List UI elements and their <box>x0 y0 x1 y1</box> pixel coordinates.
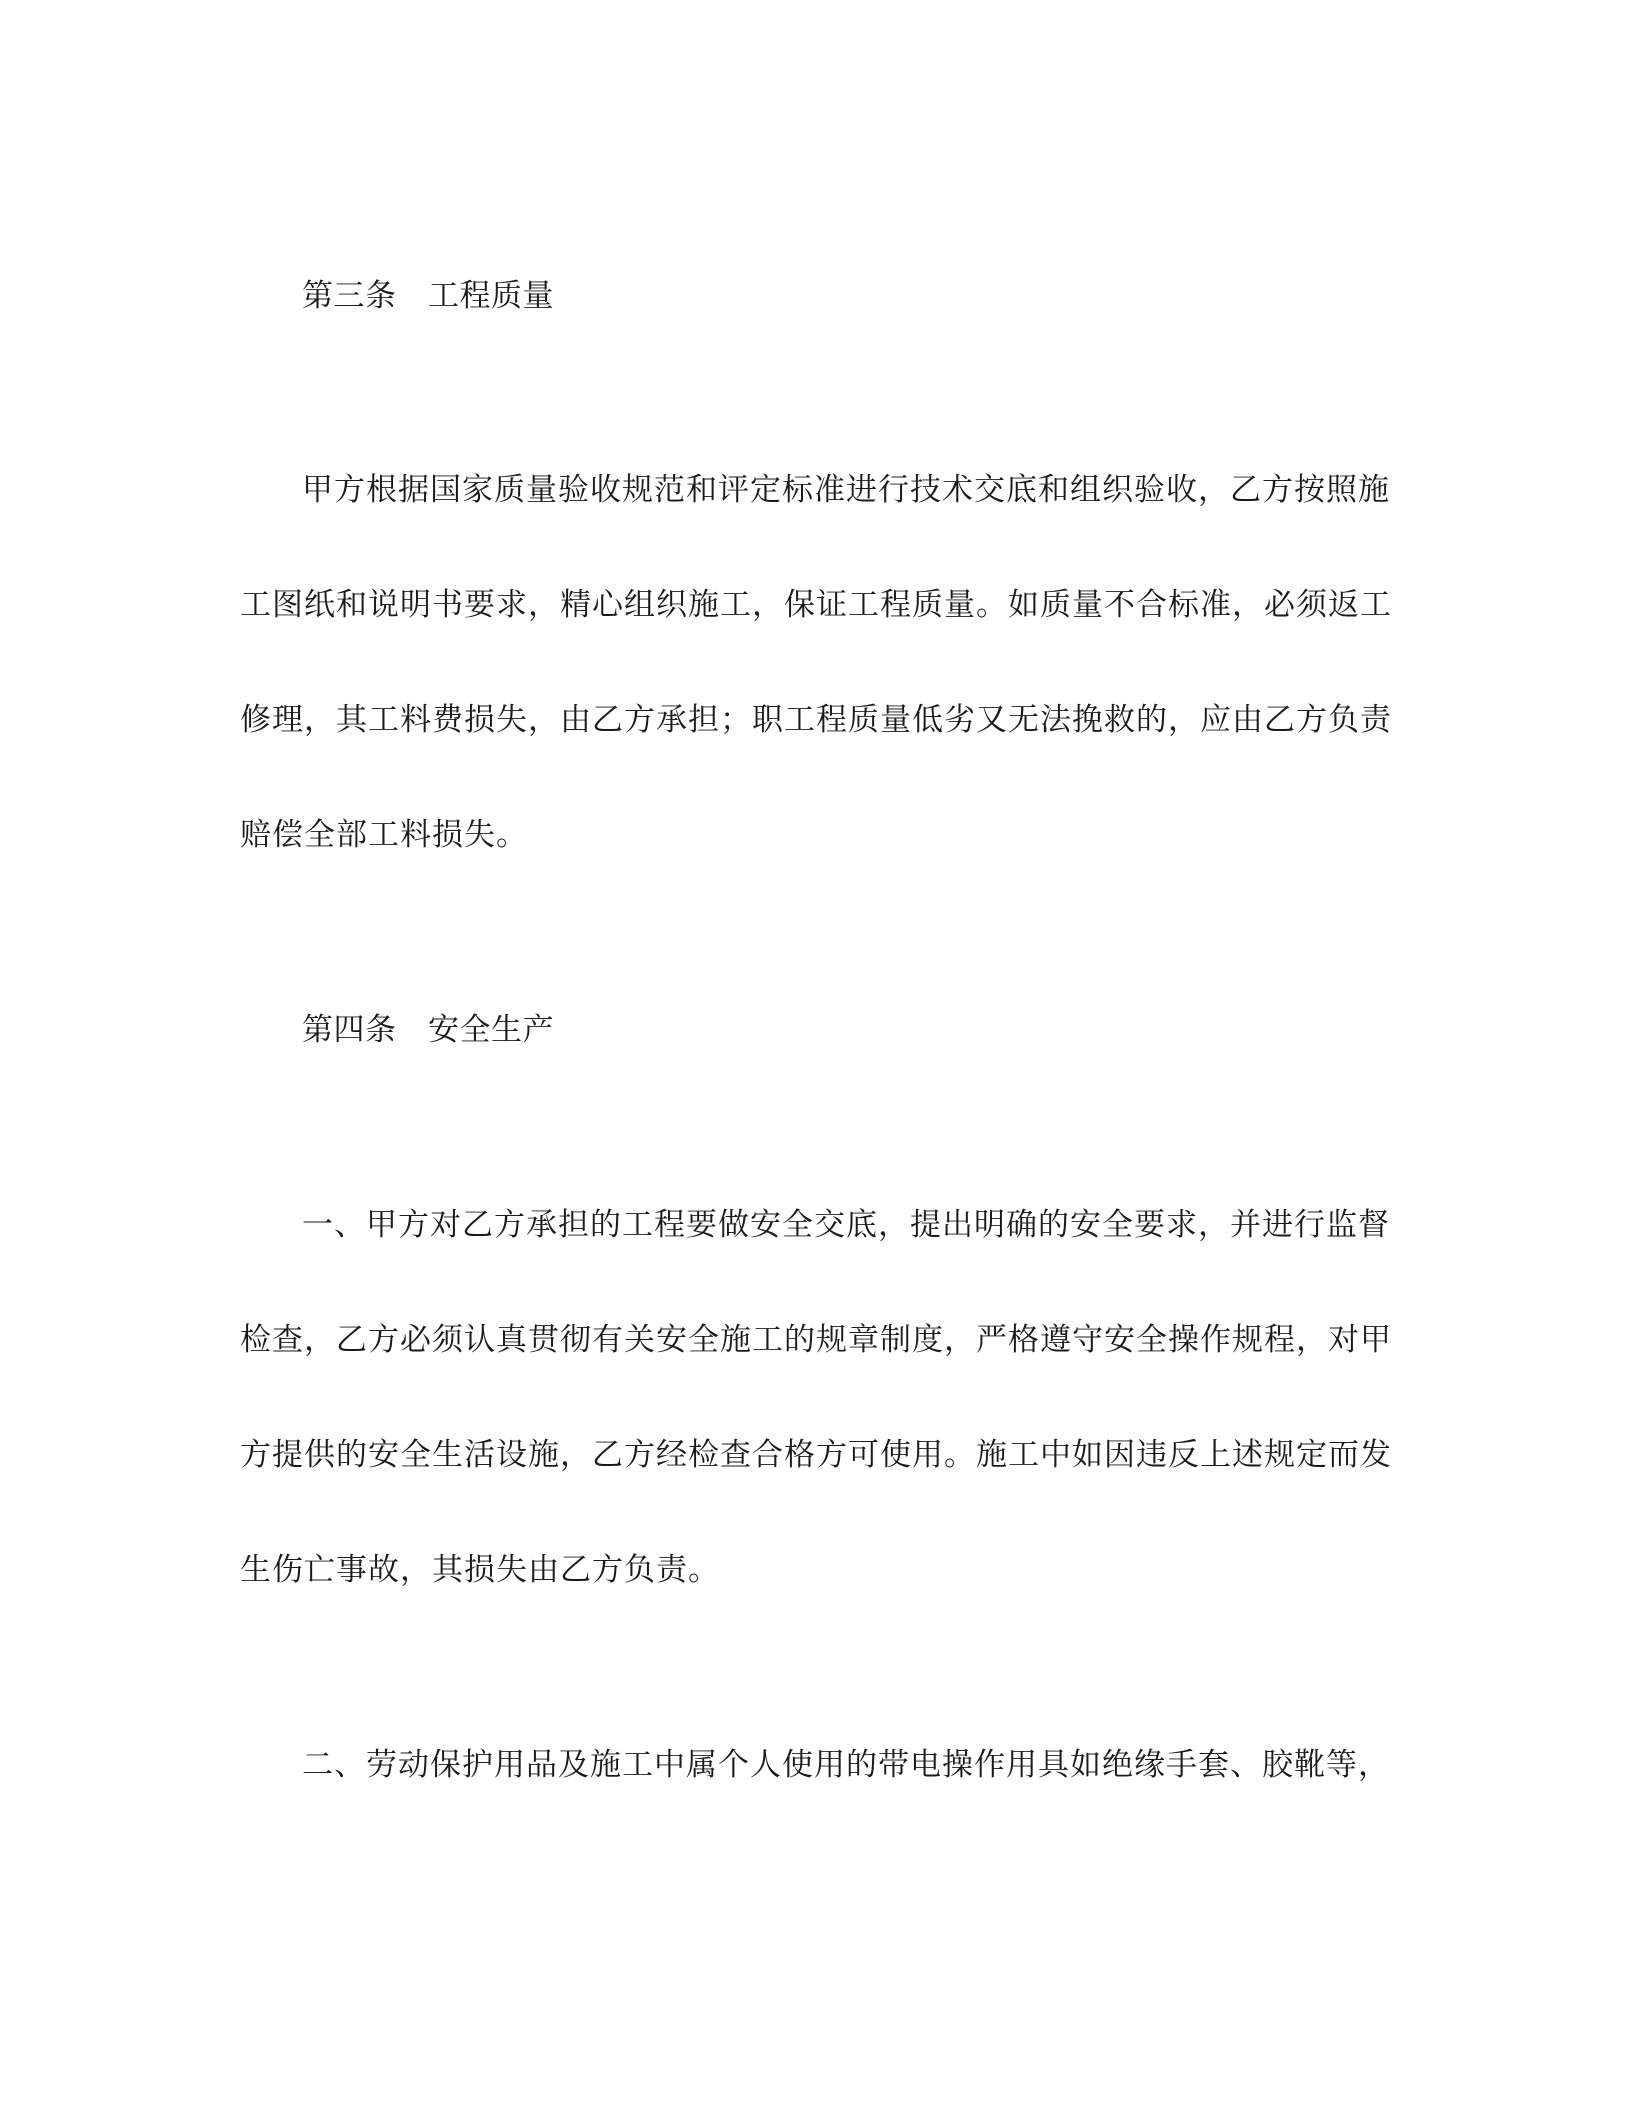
article-4-heading: 第四条 安全生产 <box>302 1012 554 1048</box>
article-4-item-1-line-2: 检查，乙方必须认真贯彻有关安全施工的规章制度，严格遵守安全操作规程，对甲 <box>240 1322 1392 1358</box>
article-3-paragraph-line-4: 赔偿全部工料损失。 <box>240 817 528 853</box>
article-4-item-1-line-3: 方提供的安全生活设施，乙方经检查合格方可使用。施工中如因违反上述规定而发 <box>240 1437 1392 1473</box>
article-4-item-1-line-1: 一、甲方对乙方承担的工程要做安全交底，提出明确的安全要求，并进行监督 <box>302 1207 1390 1243</box>
article-4-item-1-line-4: 生伤亡事故，其损失由乙方负责。 <box>240 1552 720 1588</box>
article-3-paragraph-line-2: 工图纸和说明书要求，精心组织施工，保证工程质量。如质量不合标准，必须返工 <box>240 587 1392 623</box>
article-3-paragraph-line-3: 修理，其工料费损失，由乙方承担；职工程质量低劣又无法挽救的，应由乙方负责 <box>240 702 1392 738</box>
article-3-heading: 第三条 工程质量 <box>302 278 554 314</box>
article-3-paragraph-line-1: 甲方根据国家质量验收规范和评定标准进行技术交底和组织验收，乙方按照施 <box>302 472 1390 508</box>
article-4-item-2-line-1: 二、劳动保护用品及施工中属个人使用的带电操作用具如绝缘手套、胶靴等， <box>302 1747 1390 1783</box>
